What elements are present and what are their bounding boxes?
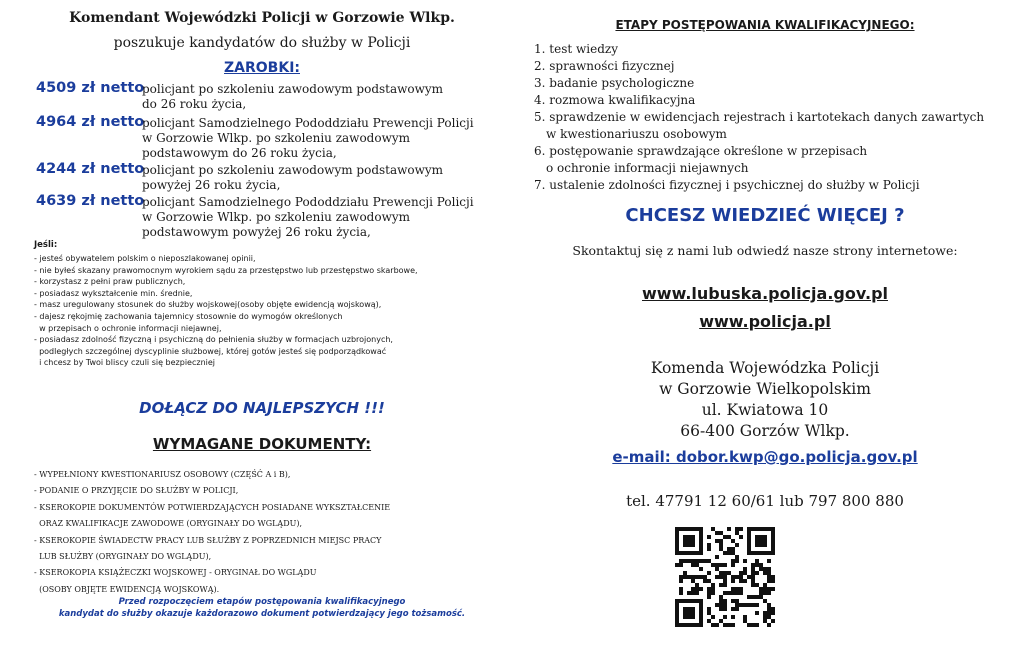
address-line: Komenda Wojewódzka Policji (650, 359, 880, 377)
document-item: (OSOBY OBJĘTE EWIDENCJĄ WOJSKOWĄ). (34, 584, 220, 594)
salary-amount: 4639 zł netto (36, 193, 145, 209)
condition-item: w przepisach o ochronie informacji niejawnej, (34, 323, 222, 333)
stage-item (534, 143, 1010, 177)
stage-text: 1. test wiedzy (534, 42, 618, 56)
documents-heading: WYMAGANE DOKUMENTY: (152, 435, 372, 453)
qr-code-icon[interactable] (675, 527, 775, 627)
website-link-policja[interactable]: www.policja.pl (699, 312, 831, 331)
header-subtitle: poszukuje kandydatów do służby w Policji (113, 35, 411, 51)
salary-description (142, 163, 492, 193)
document-item: - KSEROKOPIA KSIĄŻECZKI WOJSKOWEJ - ORYGINAŁ DO WGLĄDU (34, 568, 317, 578)
salary-description (142, 116, 492, 161)
stage-item (534, 75, 1010, 92)
condition-item: - masz uregulowany stosunek do służby wojskowej(osoby objęte ewidencją wojskową), (34, 300, 382, 310)
join-slogan: DOŁĄCZ DO NAJLEPSZYCH !!! (139, 399, 385, 417)
salary-amount: 4244 zł netto (36, 161, 145, 177)
salary-description (142, 82, 492, 112)
address-line: 66-400 Gorzów Wlkp. (680, 422, 850, 440)
stage-item (534, 109, 1010, 143)
stage-item (534, 41, 1010, 58)
address-line: ul. Kwiatowa 10 (701, 401, 829, 419)
document-item: - KSEROKOPIE DOKUMENTÓW POTWIERDZAJĄCYCH POSIADANE WYKSZTAŁCENIE (34, 502, 391, 512)
address-block (520, 358, 1010, 442)
salary-line: policjant Samodzielnego Pododdziału Prewencji Policji (142, 195, 474, 209)
stages-heading: ETAPY POSTĘPOWANIA KWALIFIKACYJNEGO: (615, 18, 915, 32)
stage-text: 7. ustalenie zdolności fizycznej i psychicznej do służby w Policji (534, 178, 920, 192)
salary-line: w Gorzowie Wlkp. po szkoleniu zawodowym (142, 210, 411, 224)
contact-text: Skontaktuj się z nami lub odwiedź nasze strony internetowe: (572, 243, 958, 258)
phone-number: tel. 47791 12 60/61 lub 797 800 880 (626, 492, 904, 510)
stage-text: 4. rozmowa kwalifikacyjna (534, 93, 696, 107)
website-link-lubuska[interactable]: www.lubuska.policja.gov.pl (642, 284, 888, 303)
documents-list (34, 467, 504, 598)
condition-item: - dajesz rękojmię zachowania tajemnicy stosownie do wymogów określonych (34, 311, 343, 321)
document-item: ORAZ KWALIFIKACJE ZAWODOWE (ORYGINAŁY DO WGLĄDU), (34, 519, 303, 529)
email-link[interactable]: e-mail: dobor.kwp@go.policja.gov.pl (612, 448, 918, 466)
document-item: - WYPEŁNIONY KWESTIONARIUSZ OSOBOWY (CZĘŚĆ A i B), (34, 470, 291, 479)
conditions-title: Jeśli: (34, 240, 58, 250)
salary-line: do 26 roku życia, (142, 97, 247, 111)
document-item: - KSEROKOPIE ŚWIADECTW PRACY LUB SŁUŻBY Z POPRZEDNICH MIEJSC PRACY (34, 535, 382, 545)
salary-line: policjant po szkoleniu zawodowym podstawowym (142, 82, 444, 96)
address-line: w Gorzowie Wielkopolskim (659, 380, 871, 398)
identity-note (22, 596, 502, 620)
stage-item (534, 177, 1010, 194)
stages-list (534, 41, 1010, 194)
salary-line: podstawowym do 26 roku życia, (142, 146, 337, 160)
salary-line: podstawowym powyżej 26 roku życia, (142, 225, 371, 239)
salary-line: policjant Samodzielnego Pododdziału Prewencji Policji (142, 116, 474, 130)
header-title: Komendant Wojewódzki Policji w Gorzowie Wlkp. (69, 10, 455, 26)
salary-line: powyżej 26 roku życia, (142, 178, 281, 192)
note-line: kandydat do służby okazuje każdorazowo dokument potwierdzający jego tożsamość. (58, 609, 466, 619)
document-item: - PODANIE O PRZYJĘCIE DO SŁUŻBY W POLICJI, (34, 486, 239, 496)
condition-item: - nie byłeś skazany prawomocnym wyrokiem sądu za przestępstwo lub przestępstwo skarbowe, (34, 265, 418, 275)
stage-text: 5. sprawdzenie w ewidencjach rejestrach i kartotekach danych zawartych (534, 110, 985, 124)
note-line: Przed rozpoczęciem etapów postępowania kwalifikacyjnego (118, 597, 406, 607)
stage-text-continued: w kwestionariuszu osobowym (546, 127, 727, 141)
condition-item: - jesteś obywatelem polskim o nieposzlakowanej opinii, (34, 254, 256, 263)
salary-line: policjant po szkoleniu zawodowym podstawowym (142, 163, 444, 177)
stage-text: 6. postępowanie sprawdzające określone w przepisach (534, 144, 868, 158)
condition-item: - posiadasz zdolność fizyczną i psychiczną do pełnienia służby w formacjach uzbrojonych, (34, 335, 393, 345)
document-item: LUB SŁUŻBY (ORYGINAŁY DO WGLĄDU), (34, 552, 212, 562)
stage-text-continued: o ochronie informacji niejawnych (546, 161, 749, 175)
stage-text: 2. sprawności fizycznej (534, 59, 675, 73)
salary-line: w Gorzowie Wlkp. po szkoleniu zawodowym (142, 131, 411, 145)
salary-amount: 4964 zł netto (36, 114, 145, 130)
salary-heading: ZAROBKI: (224, 60, 300, 76)
stage-text: 3. badanie psychologiczne (534, 76, 695, 90)
stage-item (534, 92, 1010, 109)
condition-item: - posiadasz wykształcenie min. średnie, (34, 288, 193, 298)
condition-item: podległych szczególnej dyscyplinie służbowej, której gotów jesteś się podporządkować (34, 346, 387, 356)
condition-item: - korzystasz z pełni praw publicznych, (34, 277, 186, 287)
salary-amount: 4509 zł netto (36, 80, 145, 96)
stage-item (534, 58, 1010, 75)
conditions-list (34, 253, 504, 369)
more-info-heading: CHCESZ WIEDZIEĆ WIĘCEJ ? (625, 205, 905, 226)
condition-item: i chcesz by Twoi bliscy czuli się bezpieczniej (34, 358, 216, 368)
salary-description (142, 195, 492, 240)
